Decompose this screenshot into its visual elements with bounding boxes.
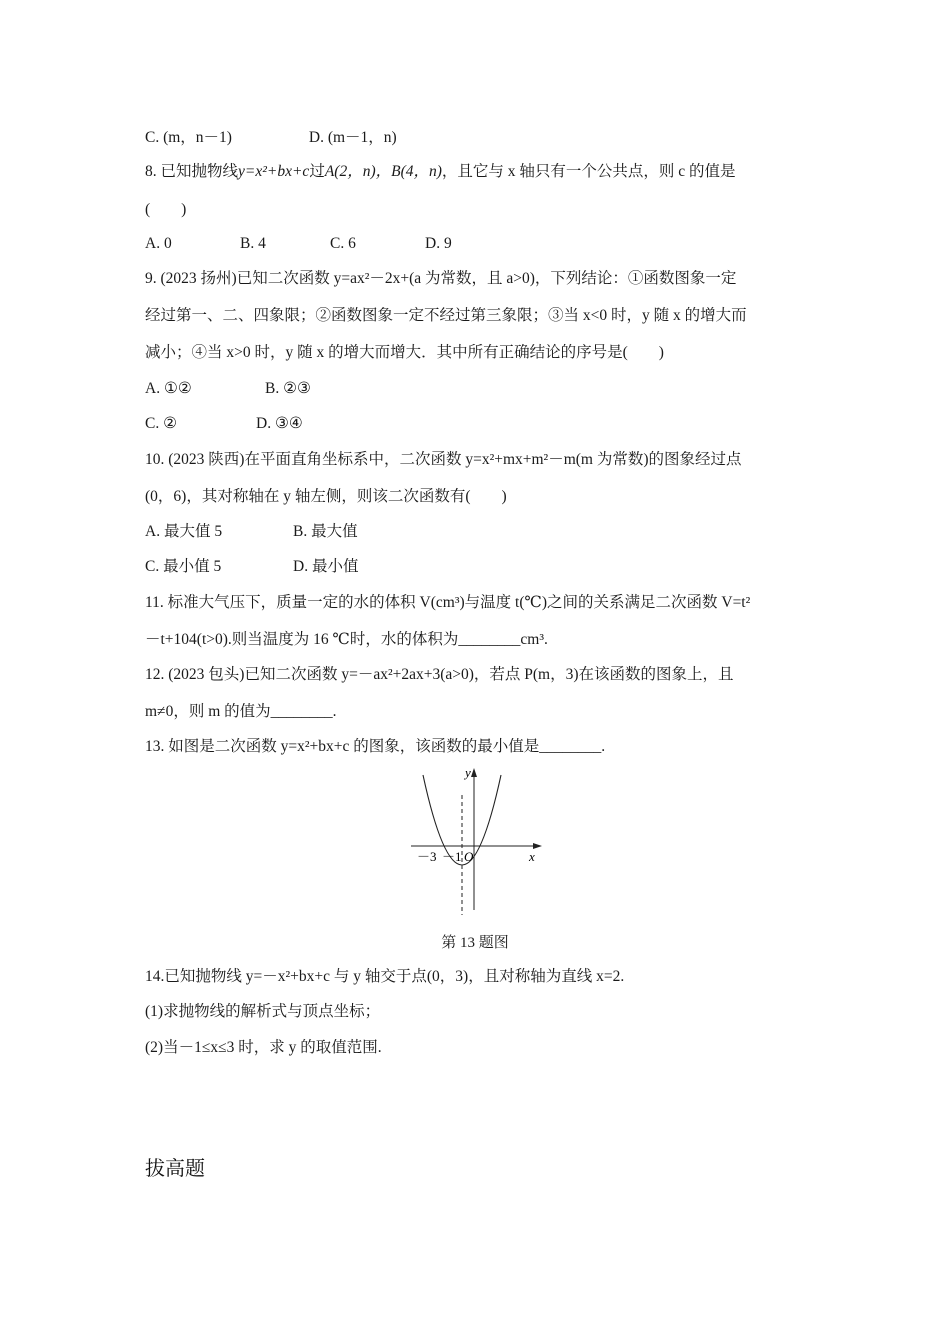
tick-label-neg3: －3 — [417, 849, 437, 864]
q14-part-2: (2)当－1≤x≤3 时，求 y 的取值范围. — [145, 1039, 382, 1056]
q11-line-1: 11. 标准大气压下，质量一定的水的体积 V(cm³)与温度 t(℃)之间的关系满足二次函数 V=t² — [145, 594, 751, 611]
q7-option-d: D. (m－1，n) — [308, 129, 397, 146]
q9-line-3: 减小；④当 x>0 时，y 随 x 的增大而增大．其中所有正确结论的序号是( ) — [145, 344, 664, 361]
q7-options — [145, 128, 397, 148]
origin-label: O — [464, 849, 474, 864]
q8-option-a: A. 0 — [145, 235, 172, 252]
q9-option-a: A. ①② — [145, 380, 192, 397]
section-heading: 拔高题 — [145, 1156, 205, 1180]
q10-options-row-1 — [145, 522, 358, 542]
q8-number: 8. — [145, 163, 157, 180]
q14-part-1: (1)求抛物线的解析式与顶点坐标； — [145, 1003, 381, 1020]
q13-line: 13. 如图是二次函数 y=x²+bx+c 的图象，该函数的最小值是________. — [145, 738, 606, 755]
q12-line-1: 12. (2023 包头)已知二次函数 y=－ax²+2ax+3(a>0)，若点 P(m，3)在该函数的图象上，且 — [145, 666, 734, 683]
y-axis-label: y — [465, 765, 471, 780]
q8-points: A(2，n)，B(4，n) — [324, 163, 442, 180]
q10-option-c: C. 最小值 5 — [145, 558, 222, 575]
q9-option-c: C. ② — [145, 415, 177, 432]
q13-parabola-graph — [405, 765, 555, 920]
q8-text-c: ，且它与 x 轴只有一个公共点，则 c 的值是 — [441, 163, 736, 180]
q10-line-1: 10. (2023 陕西)在平面直角坐标系中，二次函数 y=x²+mx+m²－m(m 为常数)的图象经过点 — [145, 451, 742, 468]
q8-text: 已知抛物线 — [160, 163, 239, 180]
q10-option-b: B. 最大值 — [293, 523, 358, 540]
q10-options-row-2 — [145, 557, 358, 577]
q13-figure-caption: 第 13 题图 — [441, 935, 509, 951]
q10-line-2: (0，6)，其对称轴在 y 轴左侧，则该二次函数有( ) — [145, 488, 507, 505]
q9-line-1: 9. (2023 扬州)已知二次函数 y=ax²－2x+(a 为常数，且 a>0)，下列结论：①函数图象一定 — [145, 270, 737, 287]
q8-answer-paren: ( ) — [145, 201, 187, 218]
q8-text-b: 过 — [309, 163, 325, 180]
q11-line-2: －t+104(t>0).则当温度为 16 ℃时，水的体积为________cm³. — [145, 631, 548, 648]
q9-option-d: D. ③④ — [256, 415, 303, 432]
q10-option-d: D. 最小值 — [293, 558, 359, 575]
q8-option-b: B. 4 — [240, 235, 266, 252]
q9-option-b: B. ②③ — [265, 380, 311, 397]
q8-stem — [145, 162, 736, 182]
q9-line-2: 经过第一、二、四象限；②函数图象一定不经过第三象限；③当 x<0 时，y 随 x 的增大而 — [145, 307, 747, 324]
tick-label-neg1: －1 — [442, 849, 462, 864]
x-axis-label: x — [529, 849, 535, 864]
y-axis-arrow-icon — [471, 768, 477, 777]
q7-option-c: C. (m，n－1) — [145, 129, 232, 146]
q8-option-d: D. 9 — [425, 235, 452, 252]
q9-options-row-1 — [145, 379, 311, 399]
q8-option-c: C. 6 — [330, 235, 356, 252]
q8-options — [145, 234, 452, 254]
q14-stem: 14.已知抛物线 y=－x²+bx+c 与 y 轴交于点(0，3)，且对称轴为直线 x=2. — [145, 968, 625, 985]
q10-option-a: A. 最大值 5 — [145, 523, 223, 540]
q9-options-row-2 — [145, 414, 303, 434]
q12-line-2: m≠0，则 m 的值为________. — [145, 703, 337, 720]
q8-formula: y=x²+bx+c — [238, 163, 310, 180]
